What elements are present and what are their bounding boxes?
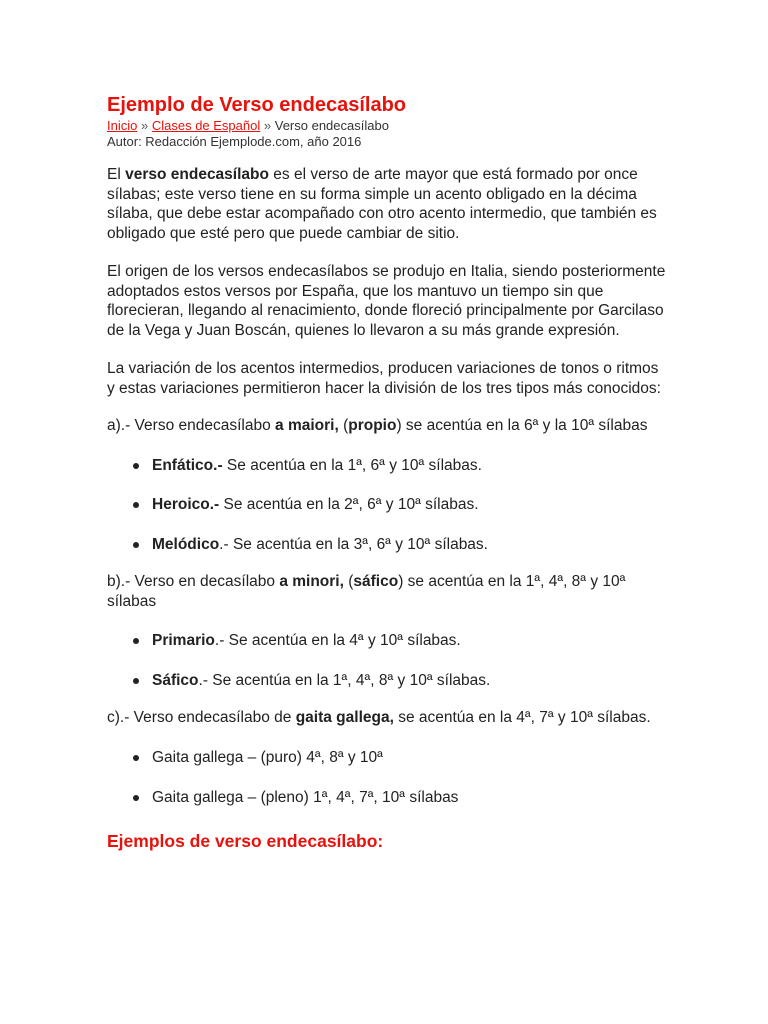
breadcrumb-separator: » — [140, 118, 149, 133]
bold-term: Melódico — [152, 535, 220, 553]
bold-term: a minori, — [279, 573, 344, 590]
article-title: Ejemplo de Verso endecasílabo — [107, 94, 407, 116]
section-b-list — [107, 631, 667, 690]
text: ) se acentúa en la 1ª, 4ª, 8ª y 10ª sílabas — [107, 573, 626, 610]
text: El — [107, 166, 126, 183]
text: .- Se acentúa en la 4ª y 10ª sílabas. — [214, 632, 461, 649]
paragraph-origin: El origen de los versos endecasílabos se produjo en Italia, siendo posteriormente adoptados estos versos por España, que los mantuvo un tiempo sin que florecieran, llegando al renacimiento, donde floreció principalmente por Garcilaso de la Vega y Juan Boscán, quienes lo llevaron a su más grande expresión. — [107, 263, 666, 339]
text: .- Se acentúa en la 1ª, 4ª, 8ª y 10ª sílabas. — [198, 671, 491, 689]
bullet-icon — [133, 502, 139, 508]
breadcrumb-home-link[interactable]: Inicio — [107, 118, 138, 133]
list-item — [107, 788, 667, 808]
bold-term: gaita gallega, — [295, 709, 394, 726]
text: Se acentúa en la 2ª, 6ª y 10ª sílabas. — [219, 496, 479, 513]
breadcrumb-separator: » — [263, 118, 272, 133]
bullet-icon — [133, 755, 139, 761]
bold-term: verso endecasílabo — [125, 166, 269, 183]
bullet-icon — [133, 795, 139, 801]
bullet-icon — [133, 638, 139, 644]
list-item — [107, 495, 667, 515]
text: Se acentúa en la 1ª, 6ª y 10ª sílabas. — [222, 456, 482, 474]
text: a).- Verso endecasílabo — [107, 417, 276, 434]
list-item — [107, 631, 667, 651]
examples-heading: Ejemplos de verso endecasílabo: — [107, 830, 384, 851]
bold-term: Sáfico — [152, 671, 199, 689]
text: b).- Verso en decasílabo — [107, 573, 280, 590]
text: ( — [343, 573, 354, 590]
text: c).- Verso endecasílabo de — [107, 709, 296, 726]
list-item — [107, 456, 667, 476]
section-c-heading — [107, 708, 667, 728]
list-item — [107, 535, 667, 555]
text: es el verso de arte mayor que está formado por once sílabas; este verso tiene en su forma simple un acento obligado en la décima sílaba, que debe estar acompañado con otro acento intermedio, que también es obligado que esté pero que puede cambiar de sitio. — [107, 166, 657, 242]
breadcrumb-section-link[interactable]: Clases de Español — [151, 118, 261, 133]
bold-term: Primario — [152, 632, 215, 649]
text: ( — [338, 417, 349, 434]
bold-term: propio — [348, 417, 397, 434]
bullet-icon — [133, 463, 139, 469]
text: Gaita gallega – (pleno) 1ª, 4ª, 7ª, 10ª sílabas — [152, 789, 459, 806]
bullet-icon — [133, 542, 139, 548]
section-a-list — [107, 456, 667, 555]
text: ) se acentúa en la 6ª y la 10ª sílabas — [396, 417, 648, 434]
section-a-heading — [107, 416, 667, 436]
breadcrumb-current: Verso endecasílabo — [274, 118, 389, 133]
text: .- Se acentúa en la 3ª, 6ª y 10ª sílabas. — [219, 535, 488, 553]
section-b-heading — [107, 572, 667, 611]
list-item — [107, 748, 667, 768]
paragraph-variation: La variación de los acentos intermedios, producen variaciones de tonos o ritmos y estas variaciones permitieron hacer la división de los tres tipos más conocidos: — [107, 360, 661, 397]
article — [107, 92, 667, 852]
bold-term: a maiori, — [275, 417, 339, 434]
breadcrumb — [107, 118, 667, 134]
bold-term: sáfico — [353, 573, 399, 590]
section-c-list — [107, 748, 667, 808]
bold-term: Enfático.- — [152, 456, 223, 474]
text: Gaita gallega – (puro) 4ª, 8ª y 10ª — [152, 748, 383, 766]
bullet-icon — [133, 678, 139, 684]
bold-term: Heroico.- — [152, 496, 220, 513]
list-item — [107, 671, 667, 691]
paragraph-intro — [107, 165, 667, 243]
author-line: Autor: Redacción Ejemplode.com, año 2016 — [107, 134, 362, 149]
text: se acentúa en la 4ª, 7ª y 10ª sílabas. — [393, 709, 651, 726]
